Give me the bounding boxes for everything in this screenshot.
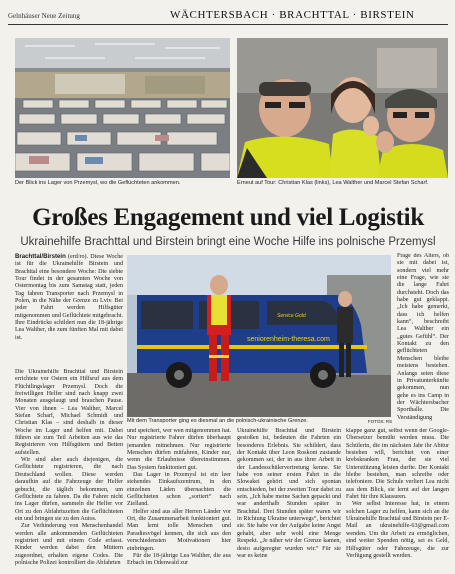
article-column-2 [127, 428, 231, 569]
camp-photo-image [15, 38, 230, 178]
article-headline: Großes Engagement und viel Logistik [32, 204, 424, 231]
header-rule [8, 24, 448, 25]
newspaper-name: Gelnhäuser Neue Zeitung [8, 12, 80, 20]
van-photo-image [127, 255, 391, 417]
col2-p1: und speichert, wer wen mitgenommen hat. Nur registrierte Fahrer dürfen überhaupt jemanden mitnehmen. Nur registrierte Menschen dürfen mitfahren, Kinder nur, wenn die Erlaubnisse übereinstimmen. Das System funktioniert gut. [127, 428, 231, 471]
helpers-photo [237, 38, 448, 178]
helpers-photo-caption: Erneut auf Tour: Christian Klas (links), Lea Walther und Marcel Stefan Scharf. [237, 180, 429, 186]
col2-p4: Für die 18-jährige Lea Walther, die aus Erbach im Odenwald zur [127, 552, 231, 567]
van-logo: Service Gold [277, 313, 306, 319]
article-column-3 [237, 428, 341, 569]
article-column-1 [15, 369, 123, 569]
van-photo [127, 255, 391, 417]
col1-p3: Zur Verhinderung von Menschenhandel werden alle ankommenden Geflüchteten registriert und mit einem Code erfasst. Kinder werden dabei den Müttern zugeordnet, erhalten eigene Codes. Die polnische Polizei kontrolliert die Abfahrten [15, 523, 123, 566]
lead-text: (erd/ro). Diese Woche ist für die Ukrainehilfe Birstein und Brachttal eine besondere Woche: Die siebte Tour findet in der gesamten Woche von Ostermontag bis zum Samstag statt, jeden Tag fahren Transporter nach Przemysl in Polen, in die Nähe der Grenze zu Lviv. Bei jeder Fahrt werden Hilfsgüter mitgenommen und Geflüchtete mitgebracht. Ihre Eindrücke schildert nun die 18-jährige Lea Walther, die zum fünften Mal mit dabei ist. [15, 254, 123, 341]
article-lead [15, 253, 123, 365]
camp-photo [15, 38, 230, 178]
article-column-4-top [397, 253, 449, 421]
col1-p1: Die Ukrainehilfe Brachttal und Birstein errichtete vor Ostern ein Hilfsruf aus dem Flüchtlingslager Przemysl. Doch die freiwilligen Helfer sind nach knapp zwei Monaten ausgelaugt und brauchen Pause. Vier von ihnen – Lea Walther, Marcel Stefan Scharf, Michael Schmidt und Christian Klas – sind deshalb in dieser Woche im Lager und helfen mit. Dabei führen sie zum Teil Arbeiten aus wie das Registrieren von Hilfsgütern und Betten aufstellen. [15, 369, 123, 456]
col2-p3: Helfer sind aus aller Herren Länder vor Ort, die Zusammenarbeit funktioniert gut. Man lernt tolle Menschen und Paradiesvögel kennen, die sich aus den verschiedensten Motivationen hier einbringen. [127, 508, 231, 552]
col4-p1: klappe ganz gut, selbst wenn der Google-Übersetzer bemüht werden muss. Die Schülerin, die im nächsten Jahr ihr Abitur bestehen will, berichtet von einer krebskranken Frau, der sie viel Unterstützung leisten durfte. Der Kontakt bleibe bestehen, man schreibe oder telefoniere. Die Schule verliert Lea nicht aus dem Blick, sie lernt auf der langen Fahrt für ihre Klausuren. [346, 428, 449, 501]
section-title: WÄCHTERSBACH · BRACHTTAL · BIRSTEIN [170, 9, 415, 21]
lead-dateline: Brachttal/Birstein [15, 253, 66, 260]
van-photo-caption: Mit dem Transporter ging es diesmal an die polnisch-ukrainische Grenze. [127, 418, 308, 424]
helpers-photo-image [237, 38, 448, 178]
article-subhead: Ukrainehilfe Brachttal und Birstein bringt eine Woche Hilfe ins polnische Przemysl [20, 236, 436, 248]
col4-p2: Wer selbst Interesse hat, in einem solchen Lager zu helfen, kann sich an die Ukrainehilfe Brachttal und Birstein per E-Mail an ukrainehilfe-63@gmail.com wenden. Um die Arbeit zu ermöglichen, sind weiter Spenden nötig, sei es Geld, Hilfsgüter oder Fahrzeuge, die zur Verfügung gestellt werden. [346, 501, 449, 559]
col4-top-p1: Frage des Alters, ob sie mit dabei ist, sondern viel mehr eine Frage, wie sie die lange Fahrt durchsteht. Doch das habe gut geklappt. „Ich habe gemerkt, dass ich helfen kann“, beschreibt Lea Walther ein „gutes Gefühl“. Der Kontakt zu den geflüchteten Menschen bleibe meistens bestehen. Anlangs seien diese in Privatunterkünfte gekommen, nun gehe es ins Camp in der Wächtersbacher Sporthalle. Die Verständigung [397, 253, 449, 421]
camp-photo-caption: Der Blick ins Lager von Przemysl, wo die Geflüchteten ankommen. [15, 180, 181, 186]
col3-p1: Ukrainehilfe Brachttal und Birstein gestoßen ist, bedeuten die Fahrten ein besonderes Erlebnis. Sie schildert, dass der Kontakt über Leon Roskoni zustande gekommen sei, der in aus ihrer Arbeit in der Landesschülervertretung kenne. Sie habe von seiner ersten Fahrt in die Slowakei gehört und sich spontan entschieden, bei der zweiten Tour dabei zu sein. „Ich habe meine Sachen gepackt und war anderthalb Stunden später in Brachttal. Drei Stunden später waren wir in Richtung Ukraine unterwegs“, berichtet sie. Sie habe vor der Aufgabe keine Angst gehabt, aber sehr wohl eine Menge Respekt. „Je näher wir der Grenze kamen, desto aufgeregter wurden wir.“ Für sie war es keine [237, 428, 341, 559]
col2-p2: Das Lager in Przemysl ist ein leer stehendes Einkaufszentrum, in den einzelnen Läden übernachten die Geflüchteten schon „sortiert“ nach Zielland. [127, 472, 231, 508]
van-text: seniorenheim-theresa.com [247, 336, 330, 343]
article-column-4-bottom [346, 428, 449, 569]
col1-p2: Wir sind aber auch diejenigen, die Geflüchtete registrieren, die nach Deutschland wollen. Diese werden daraufhin auf die Fahrzeuge der Helfer gebucht, die täglich bekommen, um Geflüchtete zu fahren. Da die Fahrer nicht ins Lager dürfen, sammeln die Helfer vor Ort zu den Abfahrtszeiten die Geflüchteten ein und bringen sie zu den Autos. [15, 457, 123, 522]
photo-credit: FOTOS: RS [368, 419, 393, 424]
